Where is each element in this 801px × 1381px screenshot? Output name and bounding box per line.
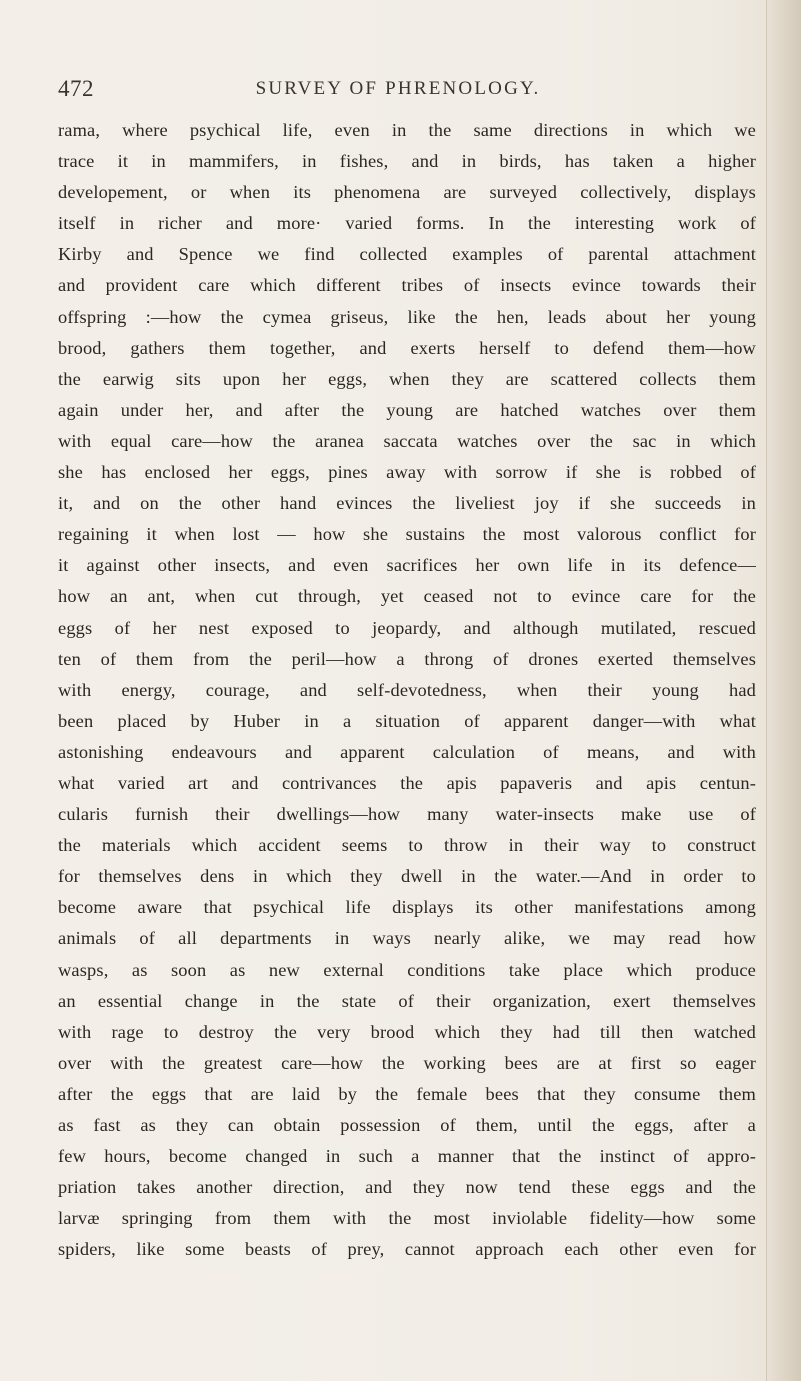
running-title: SURVEY OF PHRENOLOGY. bbox=[255, 78, 541, 99]
text-line: with energy, courage, and self-devotedness, when their young had bbox=[58, 679, 756, 700]
text-line: itself in richer and more· varied forms. In the interesting work of bbox=[58, 213, 756, 234]
text-line: the earwig sits upon her eggs, when they are scattered collects them bbox=[58, 368, 756, 389]
text-line: Kirby and Spence we find collected examples of parental attachment bbox=[58, 244, 756, 265]
body-text bbox=[58, 115, 756, 1265]
text-line: again under her, and after the young are hatched watches over them bbox=[58, 399, 756, 420]
text-line: after the eggs that are laid by the female bees that they consume them bbox=[58, 1083, 756, 1104]
text-line: larvæ springing from them with the most inviolable fidelity—how some bbox=[58, 1208, 756, 1229]
text-line: trace it in mammifers, in fishes, and in birds, has taken a higher bbox=[58, 151, 756, 172]
text-line: become aware that psychical life displays its other manifestations among bbox=[58, 897, 756, 918]
text-line: over with the greatest care—how the working bees are at first so eager bbox=[58, 1052, 756, 1073]
text-line: for themselves dens in which they dwell in the water.—And in order to bbox=[58, 866, 756, 887]
text-line: ten of them from the peril—how a throng of drones exerted themselves bbox=[58, 648, 756, 669]
text-line: she has enclosed her eggs, pines away with sorrow if she is robbed of bbox=[58, 462, 756, 483]
page-header bbox=[58, 76, 758, 104]
text-line: been placed by Huber in a situation of apparent danger—with what bbox=[58, 710, 756, 731]
text-line: regaining it when lost — how she sustains the most valorous conflict for bbox=[58, 524, 756, 545]
text-line: with rage to destroy the very brood which they had till then watched bbox=[58, 1021, 756, 1042]
text-line: spiders, like some beasts of prey, cannot approach each other even for bbox=[58, 1239, 756, 1260]
text-line: brood, gathers them together, and exerts herself to defend them—how bbox=[58, 337, 756, 358]
text-line: an essential change in the state of their organization, exert themselves bbox=[58, 990, 756, 1011]
text-line: eggs of her nest exposed to jeopardy, and although mutilated, rescued bbox=[58, 617, 756, 638]
text-line: wasps, as soon as new external conditions take place which produce bbox=[58, 959, 756, 980]
text-line: rama, where psychical life, even in the same directions in which we bbox=[58, 120, 756, 140]
text-line: astonishing endeavours and apparent calculation of means, and with bbox=[58, 741, 756, 762]
text-line: as fast as they can obtain possession of them, until the eggs, after a bbox=[58, 1115, 756, 1135]
text-line: it, and on the other hand evinces the liveliest joy if she succeeds in bbox=[58, 493, 756, 514]
text-line: cularis furnish their dwellings—how many water-insects make use of bbox=[58, 804, 756, 825]
text-line: it against other insects, and even sacrifices her own life in its defence— bbox=[58, 555, 756, 576]
text-line: what varied art and contrivances the apis papaveris and apis centun- bbox=[58, 772, 756, 793]
text-line: developement, or when its phenomena are surveyed collectively, displays bbox=[58, 182, 756, 203]
page-gutter-edge bbox=[766, 0, 801, 1381]
text-line: the materials which accident seems to throw in their way to construct bbox=[58, 835, 756, 856]
text-line: with equal care—how the aranea saccata watches over the sac in which bbox=[58, 430, 756, 451]
text-line: animals of all departments in ways nearly alike, we may read how bbox=[58, 928, 756, 949]
text-line: and provident care which different tribes of insects evince towards their bbox=[58, 275, 756, 296]
text-line: few hours, become changed in such a manner that the instinct of appro- bbox=[58, 1146, 756, 1167]
text-line: how an ant, when cut through, yet ceased not to evince care for the bbox=[58, 586, 756, 607]
page-number: 472 bbox=[58, 76, 94, 101]
text-line: priation takes another direction, and they now tend these eggs and the bbox=[58, 1177, 756, 1198]
text-line: offspring :—how the cymea griseus, like the hen, leads about her young bbox=[58, 306, 756, 327]
